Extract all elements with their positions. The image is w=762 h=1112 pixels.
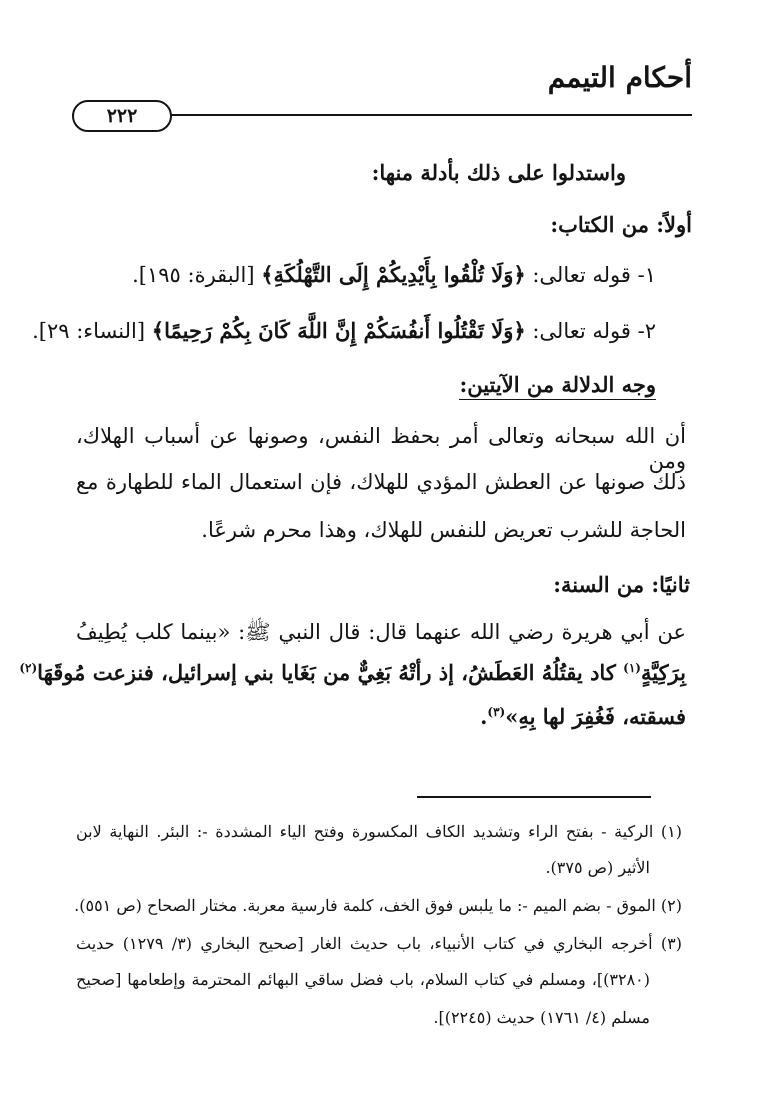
intro-line: واستدلوا على ذلك بأدلة منها:: [371, 160, 626, 185]
inference-heading: [76, 372, 656, 397]
running-header-title: أحكام التيمم: [547, 61, 692, 94]
inference-heading-text: وجه الدلالة من الآيتين:: [459, 372, 656, 400]
inference-line-3: الحاجة للشرب تعريض للنفس للهلاك، وهذا محرم شرعًا.: [201, 518, 686, 542]
footnote-ref-3: (٣): [487, 705, 506, 719]
footnote-1-line-2: الأثير (ص ٣٧٥).: [545, 858, 650, 877]
inference-line-2: ذلك صونها عن العطش المؤدي للهلاك، فإن استعمال الماء للطهارة مع: [76, 470, 687, 494]
footnote-separator: [417, 796, 651, 798]
page-number: ٢٢٢: [72, 100, 172, 132]
footnote-3-line-1: (٣) أخرجه البخاري في كتاب الأنبياء، باب حديث الغار [صحيح البخاري (٣/ ١٢٧٩) حديث: [76, 934, 682, 953]
hadith-text: .: [480, 704, 488, 729]
quran-verse: ﴿وَلَا تَقْتُلُوا أَنفُسَكُمْ إِنَّ اللَّهَ كَانَ بِكُمْ رَحِيمًا﴾: [151, 318, 526, 343]
verse-item-2: [32, 318, 656, 344]
hadith-text: بِرَكِيَّةٍ: [640, 660, 686, 685]
item-number: ٢-: [637, 319, 656, 343]
section-heading-sunnah: ثانيًا: من السنة:: [553, 572, 690, 597]
item-label: قوله تعالى:: [532, 263, 631, 287]
verse-reference: [النساء: ٢٩].: [32, 319, 146, 343]
inference-line-1: أن الله سبحانه وتعالى أمر بحفظ النفس، وصونها عن أسباب الهلاك، ومن: [76, 424, 686, 474]
footnote-3-line-3: مسلم (٤/ ١٧٦١) حديث (٢٢٤٥)].: [433, 1008, 650, 1027]
footnote-2-line-1: (٢) الموق - بضم الميم -: ما يلبس فوق الخف، كلمة فارسية معربة. مختار الصحاح (ص ٥٥١).: [74, 896, 682, 915]
footnote-ref-2: (٢): [19, 661, 38, 675]
footnote-3-line-2: (٣٢٨٠)]، ومسلم في كتاب السلام، باب فضل ساقي البهائم المحترمة وإطعامها [صحيح: [76, 970, 650, 989]
footnote-ref-1: (١): [623, 661, 641, 675]
quran-verse: ﴿وَلَا تُلْقُوا بِأَيْدِيكُمْ إِلَى التَّهْلُكَةِ﴾: [261, 262, 526, 287]
item-label: قوله تعالى:: [532, 319, 631, 343]
hadith-line-2: [19, 660, 686, 685]
section-heading-quran: أولاً: من الكتاب:: [550, 212, 692, 237]
footnote-1-line-1: (١) الركية - بفتح الراء وتشديد الكاف المكسورة وفتح الياء المشددة -: البئر. النهاية لابن: [76, 822, 682, 841]
verse-reference: [البقرة: ١٩٥].: [132, 263, 255, 287]
hadith-line-3: [76, 704, 686, 729]
verse-item-1: [76, 262, 656, 288]
item-number: ١-: [637, 263, 656, 287]
hadith-text: فسقته، فَغُفِرَ لها بِهِ»: [505, 704, 686, 729]
hadith-text: كاد يقتُلُهُ العَطَشُ، إذ رأتْهُ بَغِيٌّ من بَغَايا بني إسرائيل، فنزعت مُوقَهَا: [37, 660, 624, 685]
hadith-line-1: عن أبي هريرة رضي الله عنهما قال: قال النبي ﷺ: «بينما كلب يُطِيفُ: [76, 620, 686, 644]
